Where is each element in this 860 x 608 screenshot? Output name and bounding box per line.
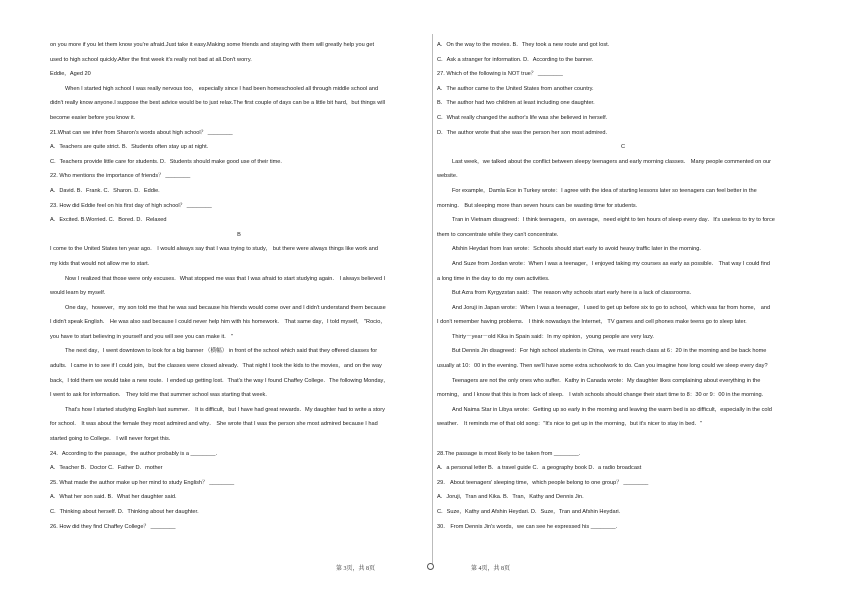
right-text-line: C．What really changed the author's life was she believed in herself. xyxy=(437,114,608,121)
right-text-line: Last week，we talked about the conflict between sleepy teenagers and early morning classes． Many people commented on our xyxy=(452,158,772,165)
right-text-line: Teenagers are not the only ones who suffer．Kathy in Canada wrote：My daughter likes complaining about everything in the xyxy=(452,377,761,384)
left-text-line: 24．According to the passage，the author probably is a ________. xyxy=(50,450,217,457)
right-text-line: them to concentrate while they can't concentrate. xyxy=(437,231,559,238)
left-text-line: started going to College． I will never forget this． xyxy=(50,436,175,443)
right-text-line: A．a personal letter B．a travel guide C．a geography book D．a radio broadcast xyxy=(437,465,642,472)
left-text-line: One day，however，my son told me that he was sad because his friends would come over and I didn't understand them because xyxy=(65,304,386,311)
right-text-line: Tran in Vietnam disagreed：I think teenagers，on average，need eight to ten hours of sleep every day．It's useless to try to force xyxy=(452,217,775,224)
left-text-line: 26. How did they find Chaffey College？ ________ xyxy=(50,523,176,530)
left-page-column xyxy=(50,38,428,534)
right-text-line: morning． But sleeping more than seven hours can be wasting time for students. xyxy=(437,202,638,209)
right-text-line: 27. Which of the following is NOT true？ ________ xyxy=(437,71,563,78)
right-text-line: C xyxy=(620,144,626,151)
left-text-line: C．Teachers provide little care for students. D．Students should make good use of their time. xyxy=(50,158,282,165)
right-text-line: 28.The passage is most likely to be taken from ________. xyxy=(437,450,581,457)
left-text-line: The next day，I went downtown to look for a big banner （横幅） in front of the school which said that they offered classes for xyxy=(65,348,378,355)
right-text-line: morning，and I know that this is from lack of sleep． I wish schools should change their start time to 8：30 or 9：00 in the morning. xyxy=(437,392,764,399)
right-text-line: For example，Damla Ece in Turkey wrote：I agree with the idea of starting lessons later so teenagers can feel better in the xyxy=(452,187,757,194)
right-text-line: A．Joruji，Tran and Kika. B．Tran，Kathy and Dennis Jin. xyxy=(437,494,584,501)
page-number-right: 第 4页，共 8页 xyxy=(471,566,511,572)
left-text-line: C．Thinking about herself. D．Thinking about her daughter. xyxy=(50,509,199,515)
left-text-line: I come to the United States ten year ago． I would always say that I was trying to study， but there were always things like work and xyxy=(50,246,379,253)
left-text-line: used to high school quickly.After the first week it's really not bad at all.Don't worry. xyxy=(50,56,252,63)
right-text-line: But Dennis Jin disagreed：For high school students in China，we must reach class at 6：20 in the morning and be back home xyxy=(452,348,767,355)
binding-circle-icon xyxy=(427,563,434,570)
left-text-line: A．Teacher B．Doctor C．Father D．mother xyxy=(50,465,163,472)
page-divider xyxy=(432,34,433,564)
left-text-line: back，I told them we would take a new route．I ended up getting lost．That's the way I found Chaffey College．The following Monday， xyxy=(50,377,389,384)
page-number-left: 第 3页，共 8页 xyxy=(336,566,376,572)
left-text-line: you have to start believing in yourself and you will see you can make it． " xyxy=(50,333,234,340)
left-text-line: my kids that would not allow me to start. xyxy=(50,260,150,267)
left-text-line: 25. What made the author make up her mind to study English？ ________ xyxy=(50,479,235,486)
left-text-line: I didn't speak English． He was also sad because I could never help him with his homework． That same day，I told myself， "Rocio， xyxy=(50,319,386,326)
left-text-line: on you more if you let them know you're afraid.Just take it easy.Making some friends and staying with them will greatly help you get xyxy=(50,42,375,48)
right-text-line: B．The author had two children at least including one daughter. xyxy=(437,100,595,107)
left-text-line: for school． It was about the female they most admired and why． She wrote that I was the person she most admired because I had xyxy=(50,421,378,428)
right-text-line: But Azra from Kyrgyzstan said：The reason why schools start early here is a lack of classrooms. xyxy=(452,290,692,297)
right-text-line: 29． About teenagers' sleeping time，which people belong to one group？ ________ xyxy=(437,479,649,486)
right-page-column xyxy=(437,38,809,534)
left-text-line: didn't really know anyone.I suppose the best advice would be to just relax.The first couple of days can be a little bit hard，but things will xyxy=(50,100,386,107)
left-text-line: A．Excited. B.Worried. C．Bored. D．Relaxed xyxy=(50,217,167,224)
left-text-line: Eddie，Aged 20 xyxy=(50,71,91,78)
right-text-line: A．On the way to the movies. B．They took a new route and got lost. xyxy=(437,42,610,48)
left-text-line: become easier before you know it. xyxy=(50,114,136,121)
left-text-line: A．Teachers are quite strict. B．Students often stay up at night. xyxy=(50,144,209,151)
right-text-line: a long time in the day to do my own activities. xyxy=(437,275,550,282)
right-text-line: A．The author came to the United States from another country. xyxy=(437,85,594,92)
right-text-line: Afshin Heydari from Iran wrote：Schools should start early to avoid heavy traffic later in the morning. xyxy=(452,246,701,253)
left-text-line: would learn by myself. xyxy=(50,290,106,297)
left-text-line: Now I realized that those were only excuses．What stopped me was that I was afraid to start studying again． I always believed I xyxy=(65,275,386,282)
right-text-line: website． xyxy=(437,173,462,180)
right-text-line: D．The author wrote that she was the person her son most admired. xyxy=(437,129,608,136)
right-text-line: And Naima Star in Libya wrote：Getting up so early in the morning and leaving the warm bed is so difficult，especially in the cold xyxy=(452,406,772,413)
left-text-line: When I started high school I was really nervous too， especially since I had been homeschooled all through middle school and xyxy=(65,85,379,92)
left-text-line: 21.What can we infer from Sharon's words about high school？ ________ xyxy=(50,129,233,136)
right-text-line: weather． It reminds me of that old song："It's nice to get up in the morning，but it's nicer to stay in bed．" xyxy=(437,421,703,428)
left-text-line: 22. Who mentions the importance of friends？ ________ xyxy=(50,173,191,180)
left-text-line: A．David. B．Frank. C．Sharon. D．Eddie. xyxy=(50,187,160,194)
left-text-line: I went to ask for information． They told me that summer school was starting that week. xyxy=(50,392,267,399)
right-text-line: And Suze from Jordan wrote：When I was a teenager，I enjoyed taking my courses as early as possible． That way I could find xyxy=(452,260,770,267)
right-text-line: I don't remember having problems． I think nowadays the Internet， TV games and cell phones make teens go to sleep later. xyxy=(437,319,747,326)
right-text-line: Thirty－year－old Kika in Spain said：In my opinion，young people are very lazy. xyxy=(452,333,654,340)
left-text-line: B xyxy=(237,231,241,238)
right-text-line: C．Suze，Kathy and Afshin Heydari. D．Suze，Tran and Afshin Heydari. xyxy=(437,509,621,515)
right-text-line: usually at 10：00 in the evening. Then we'll have some extra schoolwork to do. Can you imagine how long could we sleep every day? xyxy=(437,363,768,370)
left-text-line: That's how I started studying English last summer． It is difficult，but I have had great rewards．My daughter had to write a story xyxy=(65,406,385,413)
left-text-line: A．What her son said. B．What her daughter said. xyxy=(50,494,177,501)
left-text-line: 23. How did Eddie feel on his first day of high school？ ________ xyxy=(50,202,212,209)
right-text-line xyxy=(437,432,809,447)
right-text-line: 30． From Dennis Jin's words，we can see he expressed his ________. xyxy=(437,523,618,530)
right-text-line: C．Ask a stranger for information. D．According to the banner. xyxy=(437,56,594,63)
right-text-line: And Joruji in Japan wrote：When I was a teenager，I used to get up before six to go to school，which was far from home， and xyxy=(452,304,771,311)
left-text-line: adults．I came in to see if I could join，but the classes were closed already．That night I took the kids to the movies，and on the way xyxy=(50,363,382,370)
